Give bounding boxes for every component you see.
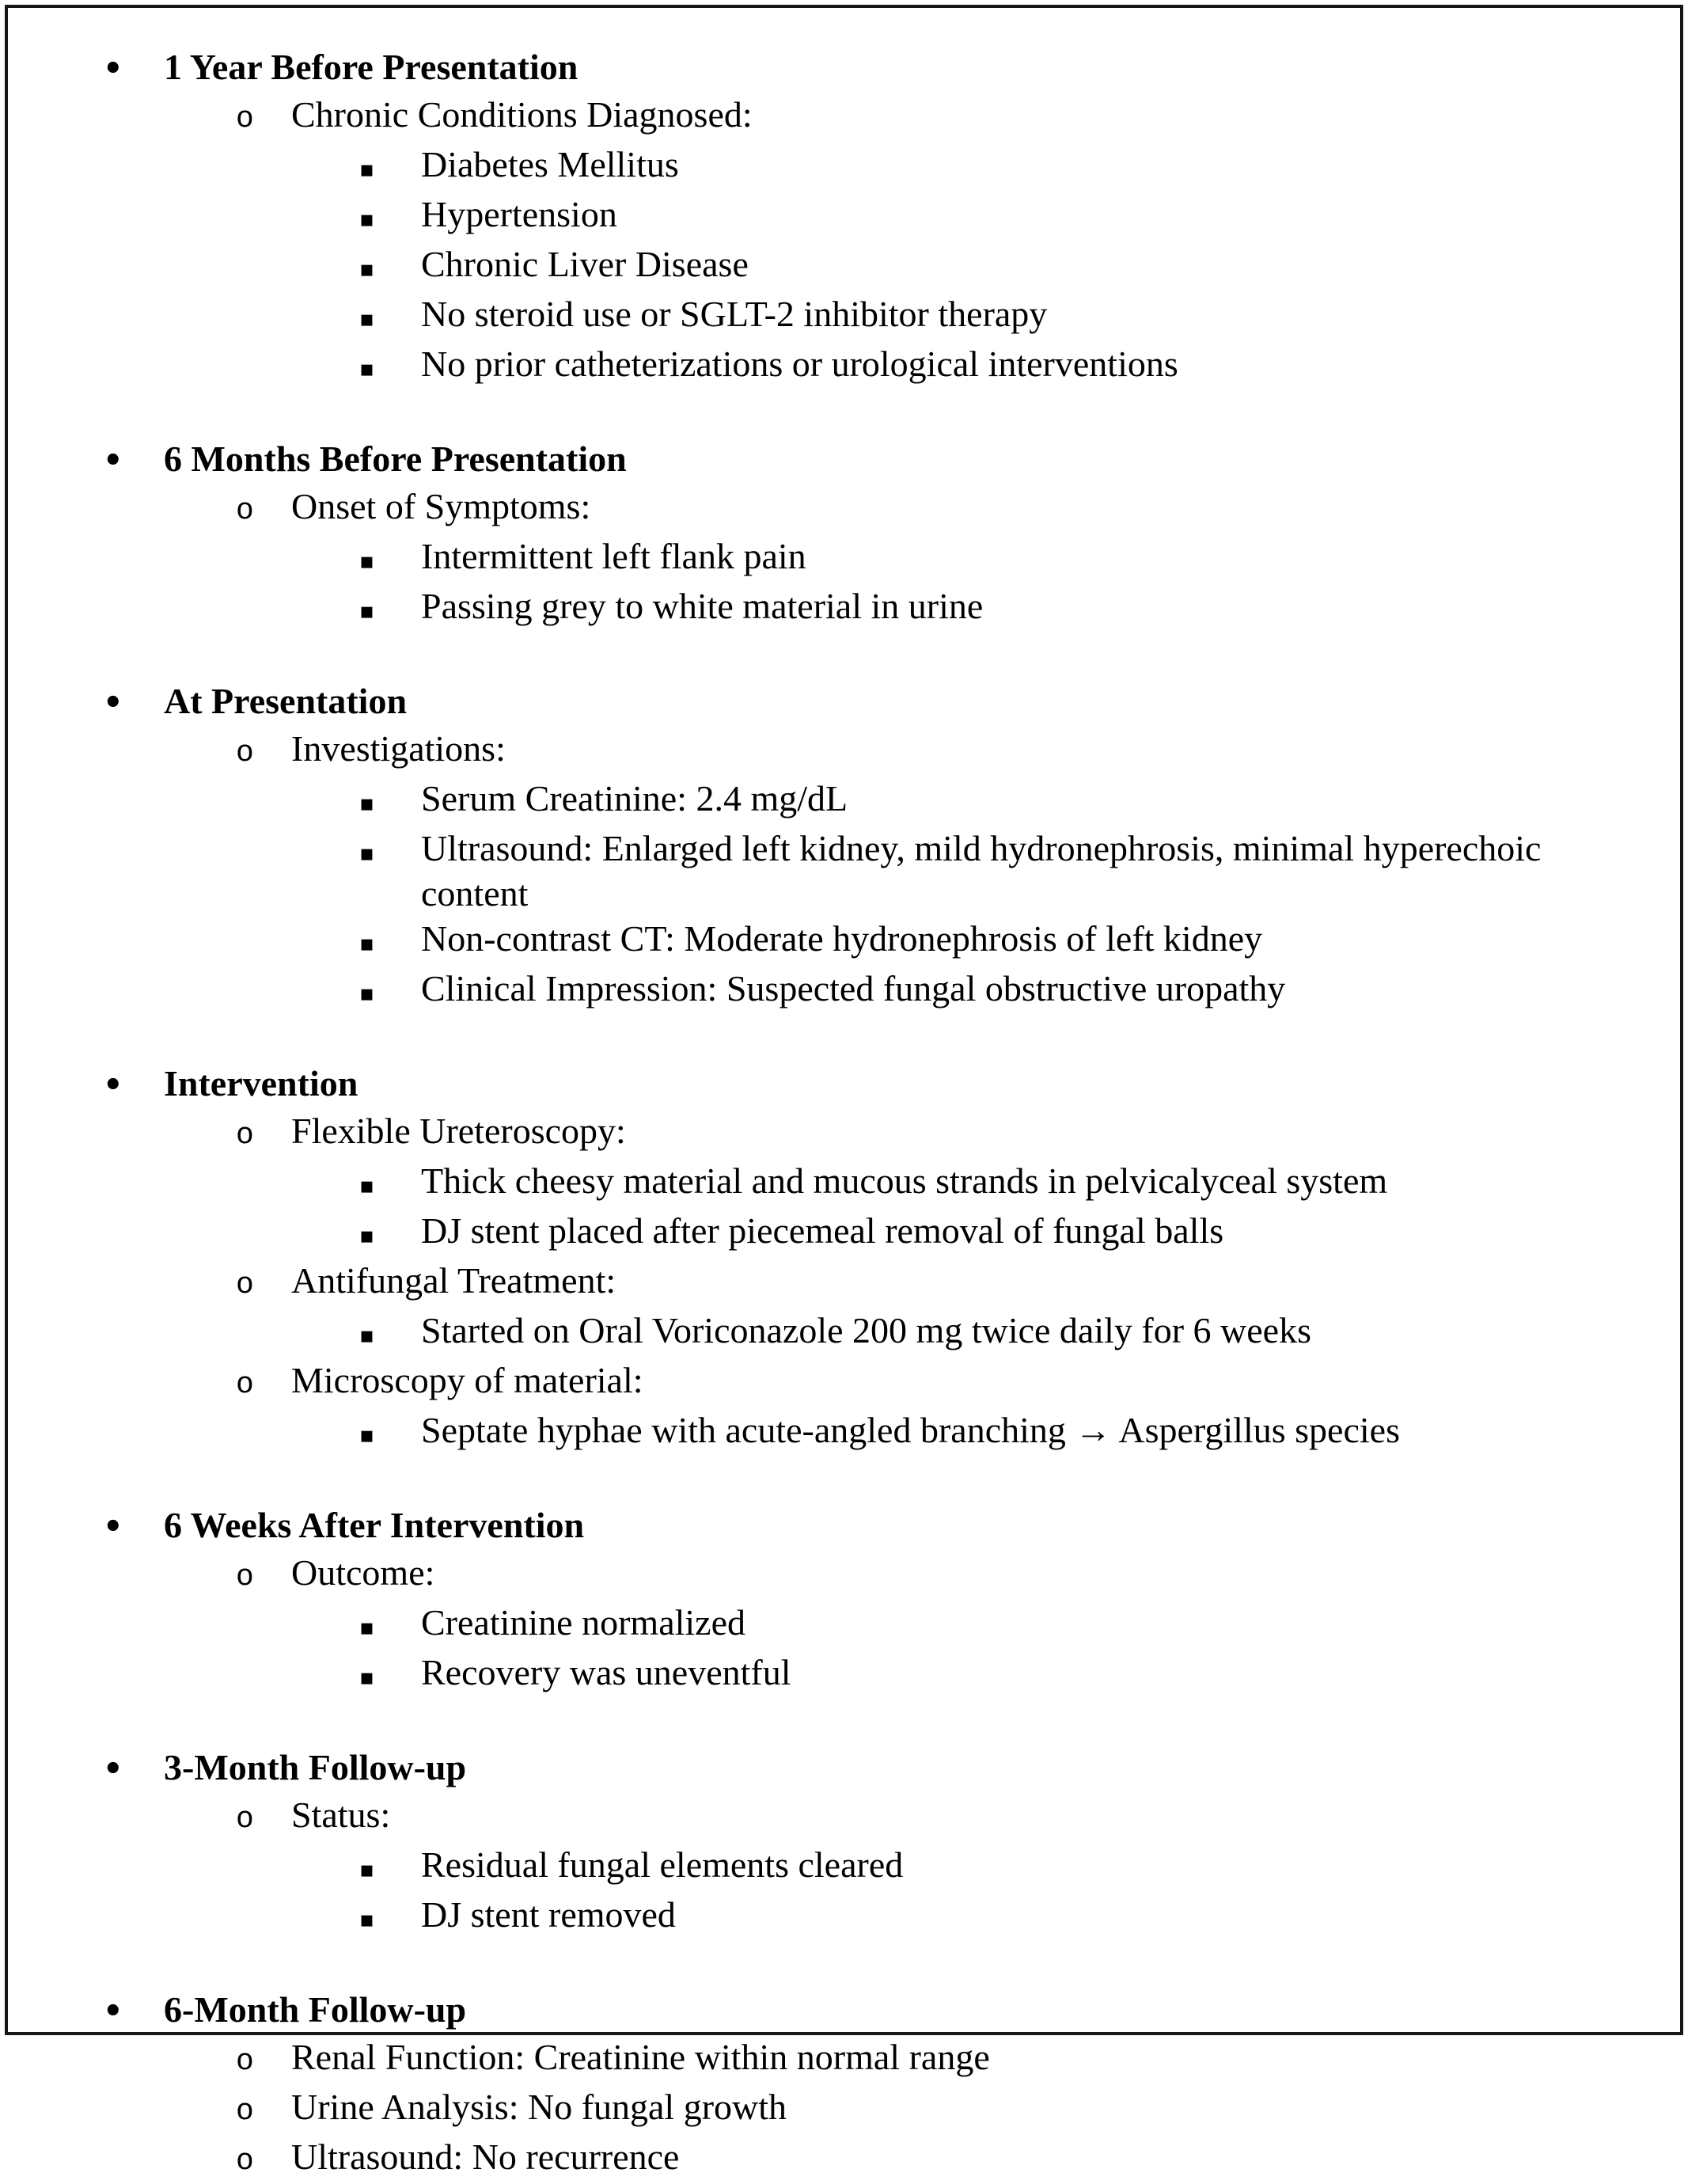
square-bullet-icon: ▪ [359,598,374,624]
disc-bullet-icon: • [103,442,123,479]
circle-bullet-icon: o [236,1802,254,1836]
square-bullet-icon: ▪ [359,1856,374,1882]
disc-bullet-icon: • [103,1067,123,1103]
square-bullet-icon: ▪ [359,256,374,282]
square-bullet-icon: ▪ [359,355,374,382]
section-heading-row [8,678,1648,726]
sub-item-text: Chronic Conditions Diagnosed: [291,94,753,135]
timeline-section [8,678,1648,1016]
section-heading-row [8,1061,1648,1108]
timeline-section [8,1061,1648,1457]
disc-bullet-icon: • [103,685,123,721]
detail-item-text: Residual fungal elements cleared [421,1844,904,1885]
square-bullet-icon: ▪ [359,1222,374,1248]
detail-item-text: Thick cheesy material and mucous strands in pelvicalyceal system [421,1160,1388,1201]
timeline-section [8,1502,1648,1700]
circle-bullet-icon: o [236,1368,254,1402]
detail-item-row [8,1158,1648,1208]
detail-item-text: DJ stent removed [421,1894,676,1935]
sub-item-row [8,1358,1648,1407]
section-heading-row [8,1745,1648,1792]
disc-bullet-icon: • [103,1993,123,2030]
sub-item-row [8,1108,1648,1158]
timeline-section [8,436,1648,633]
sub-item-text: Ultrasound: No recurrence [291,2137,680,2177]
sub-item-row [8,2134,1648,2184]
disc-bullet-icon: • [103,51,123,87]
square-bullet-icon: ▪ [359,1422,374,1448]
detail-item-text: Started on Oral Voriconazole 200 mg twice daily for 6 weeks [421,1310,1312,1350]
sub-item-row [8,1550,1648,1600]
detail-item-row [8,583,1648,633]
disc-bullet-icon: • [103,1509,123,1545]
square-bullet-icon: ▪ [359,930,374,956]
circle-bullet-icon: o [236,102,254,136]
sub-item-text: Flexible Ureteroscopy: [291,1111,626,1151]
detail-item-row [8,1407,1648,1457]
sub-item-row [8,484,1648,534]
timeline-section [8,44,1648,391]
detail-item-text: Diabetes Mellitus [421,144,679,184]
section-heading-row [8,1502,1648,1550]
circle-bullet-icon: o [236,2095,254,2129]
circle-bullet-icon: o [236,736,254,770]
square-bullet-icon: ▪ [359,156,374,182]
square-bullet-icon: ▪ [359,840,374,866]
sub-item-text: Status: [291,1795,391,1835]
detail-item-text: Intermittent left flank pain [421,536,806,576]
detail-item-row [8,192,1648,241]
square-bullet-icon: ▪ [359,790,374,816]
section-heading: Intervention [164,1063,358,1103]
detail-item-row [8,534,1648,583]
detail-item-text: No steroid use or SGLT-2 inhibitor therapy [421,294,1048,334]
sub-item-row [8,1258,1648,1308]
timeline-section [8,1745,1648,1942]
detail-item-row [8,1308,1648,1358]
detail-item-row [8,916,1648,966]
detail-item-row [8,1208,1648,1258]
section-heading: 1 Year Before Presentation [164,47,578,87]
detail-item-text: Chronic Liver Disease [421,244,749,284]
circle-bullet-icon: o [236,2144,254,2178]
document-page [5,5,1683,2178]
sub-item-text: Urine Analysis: No fungal growth [291,2087,787,2127]
sub-item-text: Investigations: [291,728,506,769]
case-timeline-outline [8,44,1648,2184]
detail-item-row [8,341,1648,391]
sub-item-text: Antifungal Treatment: [291,1260,616,1301]
square-bullet-icon: ▪ [359,1322,374,1348]
detail-item-text: Ultrasound: Enlarged left kidney, mild hydronephrosis, minimal hyperechoic content [421,828,1542,913]
detail-item-text: Hypertension [421,194,617,234]
circle-bullet-icon: o [236,1119,254,1153]
square-bullet-icon: ▪ [359,548,374,574]
detail-item-row [8,1650,1648,1700]
detail-item-row [8,1600,1648,1650]
detail-item-row [8,826,1648,916]
circle-bullet-icon: o [236,2045,254,2079]
section-heading: 6 Months Before Presentation [164,439,627,479]
square-bullet-icon: ▪ [359,980,374,1006]
disc-bullet-icon: • [103,1751,123,1787]
section-heading-row [8,44,1648,92]
detail-item-row [8,241,1648,291]
timeline-section [8,1987,1648,2184]
detail-item-text: Septate hyphae with acute-angled branching → Aspergillus species [421,1410,1400,1450]
detail-item-text: Non-contrast CT: Moderate hydronephrosis of left kidney [421,918,1263,959]
sub-item-text: Microscopy of material: [291,1360,643,1400]
section-heading-row [8,436,1648,484]
section-heading: 6 Weeks After Intervention [164,1505,585,1545]
detail-item-text: DJ stent placed after piecemeal removal of fungal balls [421,1210,1224,1251]
square-bullet-icon: ▪ [359,1906,374,1932]
detail-item-text: No prior catheterizations or urological interventions [421,344,1178,384]
section-heading-row [8,1987,1648,2034]
square-bullet-icon: ▪ [359,306,374,332]
detail-item-row [8,142,1648,192]
section-heading: At Presentation [164,681,408,721]
square-bullet-icon: ▪ [359,206,374,232]
detail-item-text: Clinical Impression: Suspected fungal obstructive uropathy [421,968,1286,1008]
circle-bullet-icon: o [236,1268,254,1302]
detail-item-row [8,291,1648,341]
section-heading: 3-Month Follow-up [164,1747,467,1787]
circle-bullet-icon: o [236,494,254,528]
section-heading: 6-Month Follow-up [164,1989,467,2030]
circle-bullet-icon: o [236,1560,254,1594]
sub-item-row [8,92,1648,142]
detail-item-text: Passing grey to white material in urine [421,586,984,626]
sub-item-row [8,2084,1648,2134]
detail-item-row [8,776,1648,826]
detail-item-row [8,1892,1648,1942]
detail-item-text: Recovery was uneventful [421,1652,791,1692]
detail-item-text: Creatinine normalized [421,1602,746,1643]
sub-item-text: Outcome: [291,1552,435,1593]
detail-item-row [8,1842,1648,1892]
detail-item-row [8,966,1648,1016]
sub-item-row [8,2034,1648,2084]
detail-item-text: Serum Creatinine: 2.4 mg/dL [421,778,848,819]
sub-item-row [8,726,1648,776]
sub-item-text: Onset of Symptoms: [291,486,591,526]
square-bullet-icon: ▪ [359,1614,374,1640]
sub-item-text: Renal Function: Creatinine within normal range [291,2037,990,2077]
square-bullet-icon: ▪ [359,1664,374,1690]
square-bullet-icon: ▪ [359,1172,374,1198]
sub-item-row [8,1792,1648,1842]
